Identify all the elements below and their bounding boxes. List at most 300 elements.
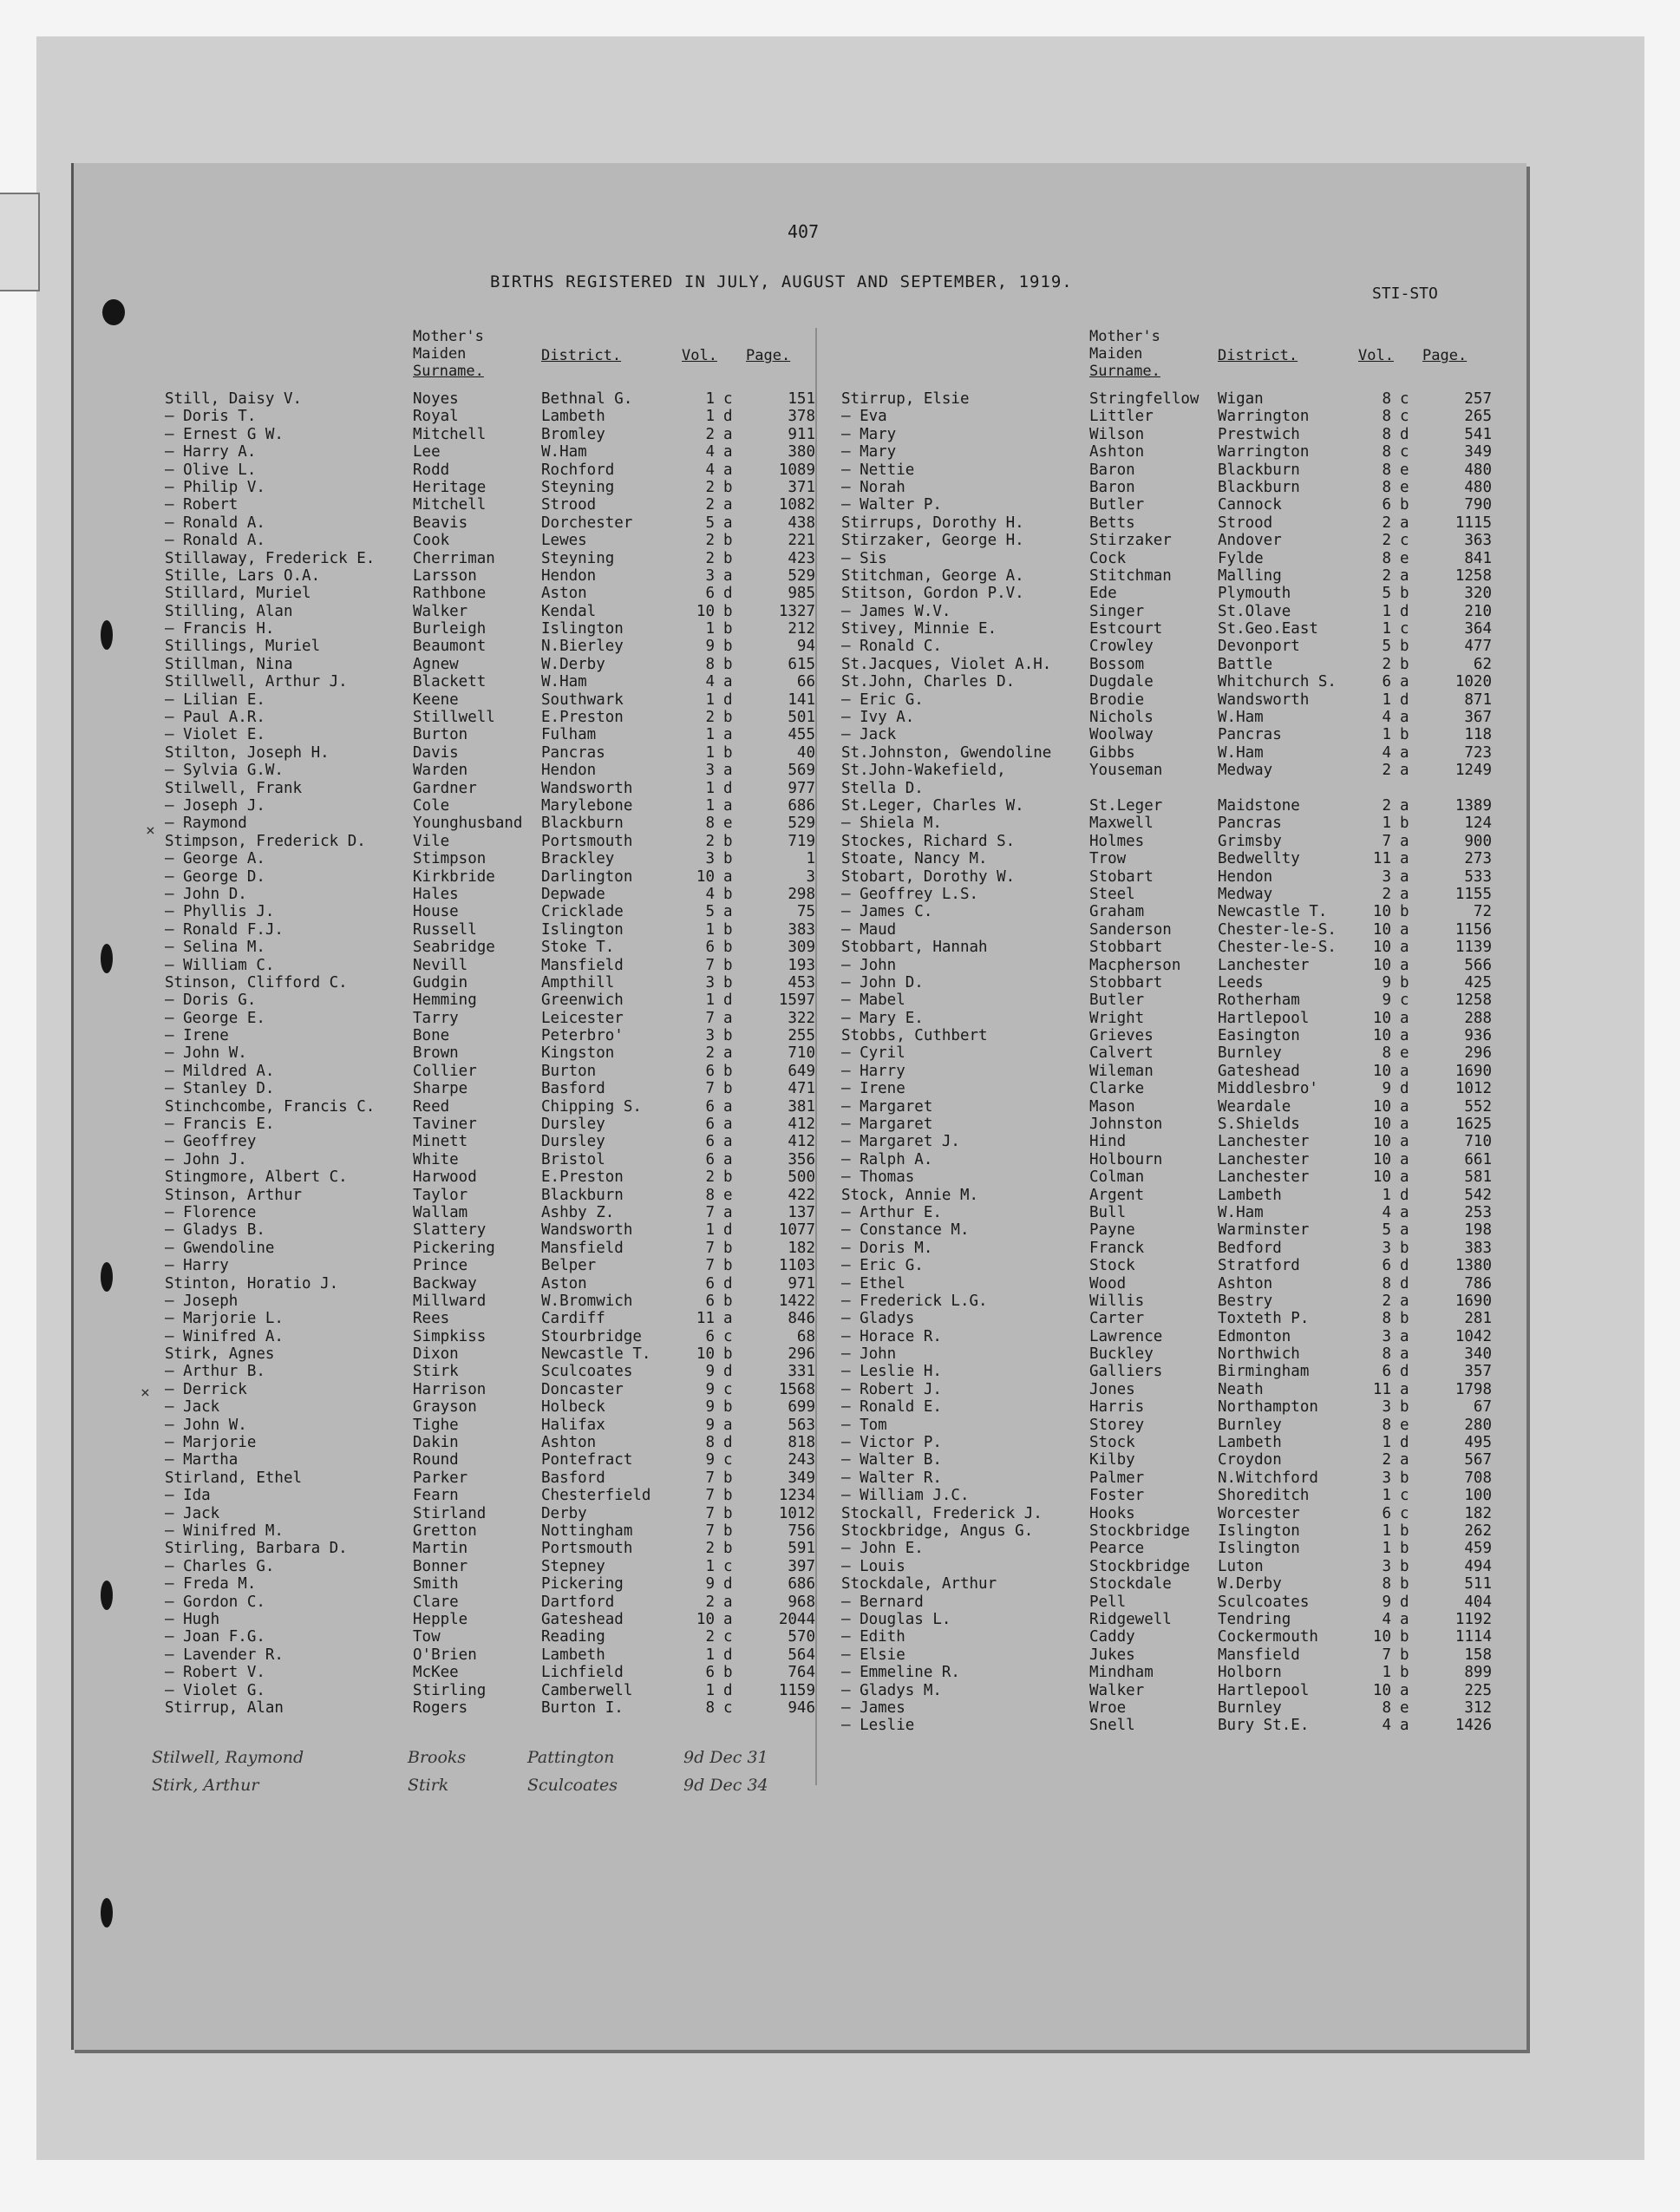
entry-volume: 1 xyxy=(705,408,715,426)
entry-volume-letter: a xyxy=(1400,1150,1409,1168)
entry-page: 312 xyxy=(1464,1698,1492,1717)
entry-volume-letter: b xyxy=(723,1257,733,1275)
entry-mother-surname: Backway xyxy=(413,1274,477,1293)
entry-page: 75 xyxy=(796,903,815,921)
entry-district: Chesterfield xyxy=(541,1487,651,1505)
entry-volume: 2 xyxy=(1382,514,1391,532)
entry-name: Stitson, Gordon P.V. xyxy=(841,585,1024,603)
entry-district: Bedford xyxy=(1218,1239,1282,1257)
entry-volume: 4 xyxy=(705,885,715,903)
entry-volume-letter: c xyxy=(723,1557,733,1575)
entry-volume: 6 xyxy=(1382,673,1391,691)
entry-mother-surname: Hepple xyxy=(413,1610,468,1628)
entry-page: 1258 xyxy=(1454,991,1492,1010)
entry-page: 1422 xyxy=(778,1292,815,1310)
entry-page: 357 xyxy=(1464,1363,1492,1381)
entry-district: Mansfield xyxy=(1218,1646,1300,1664)
entry-mother-surname: Hemming xyxy=(413,991,477,1010)
entry-district: Strood xyxy=(541,496,597,514)
entry-page: 480 xyxy=(1464,461,1492,479)
entry-volume: 10 xyxy=(1372,956,1391,974)
entry-volume-letter: b xyxy=(723,1239,733,1257)
entry-mother-surname: Cock xyxy=(1089,549,1127,567)
entry-district: Stratford xyxy=(1218,1257,1300,1275)
entry-district: Hartlepool xyxy=(1218,1681,1310,1699)
entry-district: Wandsworth xyxy=(541,779,633,797)
handwritten-entry-ref: 9d Dec 31 xyxy=(683,1748,768,1767)
entry-name: — Mary xyxy=(841,443,897,461)
entry-volume: 1 xyxy=(705,1646,715,1664)
entry-district: Warrington xyxy=(1218,443,1310,461)
entry-volume-letter: c xyxy=(1400,620,1409,638)
entry-name: Stirrup, Elsie xyxy=(841,390,970,408)
entry-name: Stillings, Muriel xyxy=(165,638,321,656)
entry-district: Worcester xyxy=(1218,1504,1300,1522)
entry-mother-surname: Cole xyxy=(413,796,450,815)
punch-hole xyxy=(101,1898,113,1927)
entry-mother-surname: Baron xyxy=(1089,461,1135,479)
entry-district: Camberwell xyxy=(541,1681,633,1699)
entry-volume-letter: b xyxy=(1400,1628,1409,1646)
entry-district: Sculcoates xyxy=(541,1363,633,1381)
entry-district: Islington xyxy=(541,920,624,939)
entry-mother-surname: Rodd xyxy=(413,461,450,479)
entry-district: Wandsworth xyxy=(1218,690,1310,709)
entry-mother-surname: Slattery xyxy=(413,1221,487,1240)
entry-page: 477 xyxy=(1464,638,1492,656)
entry-page: 723 xyxy=(1464,743,1492,762)
entry-page: 94 xyxy=(796,638,815,656)
entry-page: 1103 xyxy=(778,1257,815,1275)
entry-district: Islington xyxy=(541,620,624,638)
entry-page: 710 xyxy=(1464,1133,1492,1151)
entry-page: 1389 xyxy=(1454,796,1492,815)
entry-volume: 7 xyxy=(705,956,715,974)
handwritten-entry-mother: Brooks xyxy=(408,1748,467,1767)
entry-name: — Violet E. xyxy=(165,726,265,744)
entry-volume: 10 xyxy=(1372,1133,1391,1151)
entry-page: 118 xyxy=(1464,726,1492,744)
entry-name: — Doris T. xyxy=(165,408,257,426)
entry-page: 946 xyxy=(788,1698,815,1717)
entry-volume-letter: a xyxy=(723,1133,733,1151)
entry-district: Gateshead xyxy=(541,1610,624,1628)
entry-name: — Ernest G W. xyxy=(165,425,284,443)
entry-volume: 10 xyxy=(1372,1150,1391,1168)
entry-volume: 7 xyxy=(705,1469,715,1487)
entry-page: 1690 xyxy=(1454,1062,1492,1080)
entry-name: — Robert V. xyxy=(165,1664,265,1682)
entry-mother-surname: Kirkbride xyxy=(413,867,495,886)
entry-name: Stobart, Dorothy W. xyxy=(841,867,1016,886)
entry-district: Portsmouth xyxy=(541,832,633,850)
entry-volume-letter: a xyxy=(723,1044,733,1063)
entry-page: 591 xyxy=(788,1540,815,1558)
entry-page: 511 xyxy=(1464,1575,1492,1594)
entry-volume: 10 xyxy=(1372,1027,1391,1045)
entry-page: 253 xyxy=(1464,1203,1492,1221)
entry-name: — Mabel xyxy=(841,991,905,1010)
entry-volume-letter: c xyxy=(1400,1504,1409,1522)
handwritten-entry-mother: Stirk xyxy=(408,1776,449,1795)
entry-mother-surname: White xyxy=(413,1150,459,1168)
entry-mother-surname: Walker xyxy=(1089,1681,1145,1699)
entry-mother-surname: Smith xyxy=(413,1575,459,1594)
entry-page: 257 xyxy=(1464,390,1492,408)
entry-volume-letter: d xyxy=(723,1575,733,1594)
entry-mother-surname: Trow xyxy=(1089,850,1127,868)
entry-page: 708 xyxy=(1464,1469,1492,1487)
entry-page: 423 xyxy=(788,549,815,567)
entry-name: — Doris G. xyxy=(165,991,257,1010)
entry-name: Still, Daisy V. xyxy=(165,390,303,408)
entry-mother-surname: Gibbs xyxy=(1089,743,1135,762)
entry-volume: 11 xyxy=(1372,1380,1391,1398)
entry-district: Northwich xyxy=(1218,1345,1300,1364)
entry-district: St.Olave xyxy=(1218,602,1291,620)
entry-page: 764 xyxy=(788,1664,815,1682)
entry-volume-letter: c xyxy=(1400,532,1409,550)
entry-district: Lanchester xyxy=(1218,1133,1310,1151)
entry-volume-letter: a xyxy=(1400,1380,1409,1398)
entry-volume-letter: b xyxy=(723,743,733,762)
entry-mother-surname: Wilson xyxy=(1089,425,1145,443)
entry-district: Strood xyxy=(1218,514,1273,532)
entry-mother-surname: Jukes xyxy=(1089,1646,1135,1664)
entry-mother-surname: Tow xyxy=(413,1628,441,1646)
entry-name: — Ethel xyxy=(841,1274,905,1293)
entry-district: Reading xyxy=(541,1628,605,1646)
entry-district: Burnley xyxy=(1218,1044,1282,1063)
entry-volume-letter: a xyxy=(1400,885,1409,903)
entry-mother-surname: Stirling xyxy=(413,1681,487,1699)
entry-page: 1082 xyxy=(778,496,815,514)
entry-district: Lichfield xyxy=(541,1664,624,1682)
entry-name: — James W.V. xyxy=(841,602,951,620)
entry-volume-letter: b xyxy=(723,1080,733,1098)
entry-mother-surname: Pickering xyxy=(413,1239,495,1257)
entry-name: Stirk, Agnes xyxy=(165,1345,275,1364)
entry-name: — Victor P. xyxy=(841,1434,942,1452)
entry-mother-surname: Stitchman xyxy=(1089,566,1172,585)
entry-mother-surname: Butler xyxy=(1089,991,1145,1010)
entry-name: — Winifred M. xyxy=(165,1522,284,1540)
entry-volume: 9 xyxy=(1382,973,1391,991)
entry-name: — Francis E. xyxy=(165,1116,275,1134)
entry-page: 1114 xyxy=(1454,1628,1492,1646)
entry-district: Blackburn xyxy=(541,1186,624,1204)
entry-name: — Harry xyxy=(165,1257,229,1275)
entry-page: 1625 xyxy=(1454,1116,1492,1134)
entry-volume: 4 xyxy=(705,673,715,691)
entry-volume-letter: b xyxy=(1400,496,1409,514)
entry-district: Easington xyxy=(1218,1027,1300,1045)
entry-page: 786 xyxy=(1464,1274,1492,1293)
entry-volume-letter: b xyxy=(1400,1522,1409,1540)
entry-page: 378 xyxy=(788,408,815,426)
scan-edge-tab xyxy=(0,193,40,291)
entry-volume-letter: a xyxy=(723,726,733,744)
entry-district: Medway xyxy=(1218,762,1273,780)
page-header: Page. xyxy=(746,347,791,364)
entry-district: W.Bromwich xyxy=(541,1292,633,1310)
entry-district: W.Ham xyxy=(1218,743,1264,762)
entry-volume-letter: a xyxy=(723,1116,733,1134)
entry-name: — Ronald E. xyxy=(841,1398,942,1417)
entry-page: 288 xyxy=(1464,1009,1492,1027)
entry-mother-surname: Bossom xyxy=(1089,655,1145,673)
entry-name: Stirrup, Alan xyxy=(165,1698,284,1717)
entry-name: — John D. xyxy=(165,885,247,903)
entry-district: Whitchurch S. xyxy=(1218,673,1337,691)
entry-district: Cannock xyxy=(1218,496,1282,514)
entry-page: 846 xyxy=(788,1310,815,1328)
entry-page: 124 xyxy=(1464,815,1492,833)
entry-volume-letter: d xyxy=(723,1646,733,1664)
entry-mother-surname: Stringfellow xyxy=(1089,390,1200,408)
entry-district: Burnley xyxy=(1218,1416,1282,1434)
entry-district: Holborn xyxy=(1218,1664,1282,1682)
entry-volume: 7 xyxy=(705,1504,715,1522)
entry-mother-surname: Rathbone xyxy=(413,585,487,603)
entry-district: Ashby Z. xyxy=(541,1203,615,1221)
entry-volume: 1 xyxy=(705,1221,715,1240)
entry-page: 569 xyxy=(788,762,815,780)
entry-volume-letter: b xyxy=(723,1398,733,1417)
entry-district: Pontefract xyxy=(541,1451,633,1469)
entry-mother-surname: Lee xyxy=(413,443,441,461)
entry-district: Warrington xyxy=(1218,408,1310,426)
entry-volume-letter: b xyxy=(723,956,733,974)
entry-mother-surname: Kilby xyxy=(1089,1451,1135,1469)
entry-district: Wigan xyxy=(1218,390,1264,408)
entry-page: 581 xyxy=(1464,1168,1492,1187)
entry-mother-surname: Galliers xyxy=(1089,1363,1163,1381)
entry-name: — Marjorie xyxy=(165,1434,257,1452)
entry-volume: 4 xyxy=(1382,1610,1391,1628)
vol-header: Vol. xyxy=(1358,347,1394,364)
entry-volume: 4 xyxy=(1382,743,1391,762)
entry-district: Kingston xyxy=(541,1044,615,1063)
entry-volume: 1 xyxy=(1382,620,1391,638)
entry-name: — Douglas L. xyxy=(841,1610,951,1628)
entry-name: — Louis xyxy=(841,1557,905,1575)
entry-mother-surname: Johnston xyxy=(1089,1116,1163,1134)
entry-volume-letter: c xyxy=(723,390,733,408)
entry-page: 425 xyxy=(1464,973,1492,991)
entry-mother-surname: Ashton xyxy=(1089,443,1145,461)
entry-mother-surname: Jones xyxy=(1089,1380,1135,1398)
entry-name: — George D. xyxy=(165,867,265,886)
entry-page: 363 xyxy=(1464,532,1492,550)
entry-page: 182 xyxy=(1464,1504,1492,1522)
entry-mother-surname: Keene xyxy=(413,690,459,709)
entry-volume: 2 xyxy=(1382,655,1391,673)
entry-mother-surname: Mitchell xyxy=(413,496,487,514)
entry-volume-letter: b xyxy=(1400,973,1409,991)
entry-name: — Edith xyxy=(841,1628,905,1646)
entry-name: — John xyxy=(841,1345,897,1364)
entry-mother-surname: Mindham xyxy=(1089,1664,1154,1682)
mother-header-line1: Mother's xyxy=(413,328,484,345)
entry-name: — George E. xyxy=(165,1009,265,1027)
entry-volume-letter: d xyxy=(723,408,733,426)
entry-page: 100 xyxy=(1464,1487,1492,1505)
page-title: BIRTHS REGISTERED IN JULY, AUGUST AND SEPTEMBER, 1919. xyxy=(490,272,1073,291)
entry-district: Fylde xyxy=(1218,549,1264,567)
entry-volume-letter: a xyxy=(1400,1027,1409,1045)
entry-page: 1020 xyxy=(1454,673,1492,691)
entry-mother-surname: House xyxy=(413,903,459,921)
entry-volume: 2 xyxy=(705,1540,715,1558)
entry-page: 936 xyxy=(1464,1027,1492,1045)
entry-district: Marylebone xyxy=(541,796,633,815)
entry-mother-surname: Carter xyxy=(1089,1310,1145,1328)
entry-district: Bethnal G. xyxy=(541,390,633,408)
entry-volume: 4 xyxy=(705,443,715,461)
entry-volume-letter: d xyxy=(723,585,733,603)
entry-mother-surname: Brown xyxy=(413,1044,459,1063)
entry-volume-letter: d xyxy=(1400,1274,1409,1293)
entry-district: Devonport xyxy=(1218,638,1300,656)
entry-mother-surname: Rogers xyxy=(413,1698,468,1717)
entry-district: Kendal xyxy=(541,602,597,620)
entry-volume-letter: a xyxy=(723,461,733,479)
entry-volume: 2 xyxy=(1382,566,1391,585)
entry-volume-letter: a xyxy=(723,1150,733,1168)
entry-mother-surname: Stockbridge xyxy=(1089,1557,1190,1575)
entry-district: Cricklade xyxy=(541,903,624,921)
entry-volume-letter: d xyxy=(1400,1434,1409,1452)
entry-volume: 2 xyxy=(1382,762,1391,780)
entry-district: W.Ham xyxy=(1218,709,1264,727)
margin-tick-mark: × xyxy=(146,821,155,840)
entry-volume-letter: a xyxy=(723,1310,733,1328)
entry-district: Plymouth xyxy=(1218,585,1291,603)
entry-name: Stilwell, Frank xyxy=(165,779,303,797)
entry-volume-letter: a xyxy=(723,796,733,815)
entry-volume-letter: d xyxy=(1400,1363,1409,1381)
entry-name: — Joseph J. xyxy=(165,796,265,815)
entry-page: 383 xyxy=(1464,1239,1492,1257)
entry-volume-letter: d xyxy=(1400,425,1409,443)
entry-volume: 3 xyxy=(705,762,715,780)
entry-volume: 7 xyxy=(1382,832,1391,850)
entry-volume: 2 xyxy=(1382,796,1391,815)
entry-volume: 6 xyxy=(705,939,715,957)
entry-district: Depwade xyxy=(541,885,605,903)
entry-mother-surname: Butler xyxy=(1089,496,1145,514)
entry-volume: 2 xyxy=(705,549,715,567)
entry-volume: 5 xyxy=(1382,1221,1391,1240)
entry-volume-letter: b xyxy=(1400,1398,1409,1417)
entry-page: 2044 xyxy=(778,1610,815,1628)
entry-page: 1249 xyxy=(1454,762,1492,780)
entry-name: — Maud xyxy=(841,920,897,939)
entry-district: Halifax xyxy=(541,1416,605,1434)
entry-volume: 8 xyxy=(1382,1698,1391,1717)
entry-page: 533 xyxy=(1464,867,1492,886)
entry-mother-surname: Dugdale xyxy=(1089,673,1154,691)
entry-volume: 1 xyxy=(1382,726,1391,744)
entry-volume: 7 xyxy=(1382,1646,1391,1664)
entry-name: Stinson, Arthur xyxy=(165,1186,303,1204)
punch-hole xyxy=(101,1262,113,1292)
entry-name: — Irene xyxy=(841,1080,905,1098)
entry-name: — Tom xyxy=(841,1416,887,1434)
entry-name: — Leslie xyxy=(841,1717,915,1735)
entry-name: — Gladys xyxy=(841,1310,915,1328)
entry-volume: 9 xyxy=(1382,991,1391,1010)
entry-district: Peterbro' xyxy=(541,1027,624,1045)
entry-name: — John E. xyxy=(841,1540,924,1558)
entry-volume-letter: b xyxy=(1400,1469,1409,1487)
entry-volume: 6 xyxy=(1382,1504,1391,1522)
entry-mother-surname: Stimpson xyxy=(413,850,487,868)
entry-name: — Joan F.G. xyxy=(165,1628,265,1646)
entry-page: 1089 xyxy=(778,461,815,479)
entry-page: 968 xyxy=(788,1593,815,1611)
entry-district: Nottingham xyxy=(541,1522,633,1540)
entry-volume-letter: a xyxy=(1400,1062,1409,1080)
entry-district: Gateshead xyxy=(1218,1062,1300,1080)
entry-district: Lanchester xyxy=(1218,1150,1310,1168)
entry-district: Rotherham xyxy=(1218,991,1300,1010)
entry-volume: 9 xyxy=(705,1416,715,1434)
entry-volume: 4 xyxy=(1382,709,1391,727)
entry-volume-letter: b xyxy=(723,1292,733,1310)
entry-district: Lanchester xyxy=(1218,956,1310,974)
entry-page: 453 xyxy=(788,973,815,991)
entry-volume: 10 xyxy=(1372,1009,1391,1027)
entry-volume: 3 xyxy=(1382,1398,1391,1417)
entry-district: Greenwich xyxy=(541,991,624,1010)
entry-name: — Hugh xyxy=(165,1610,220,1628)
entry-volume: 9 xyxy=(705,638,715,656)
entry-volume: 10 xyxy=(1372,939,1391,957)
entry-mother-surname: Bull xyxy=(1089,1203,1127,1221)
entry-district: Lambeth xyxy=(1218,1186,1282,1204)
entry-district: Hendon xyxy=(541,566,597,585)
entry-district: Toxteth P. xyxy=(1218,1310,1310,1328)
entry-page: 756 xyxy=(788,1522,815,1540)
entry-volume: 1 xyxy=(705,779,715,797)
entry-volume: 1 xyxy=(705,1557,715,1575)
entry-mother-surname: Colman xyxy=(1089,1168,1145,1187)
entry-volume: 6 xyxy=(705,1062,715,1080)
entry-mother-surname: Wright xyxy=(1089,1009,1145,1027)
entry-volume-letter: b xyxy=(723,1027,733,1045)
entry-volume-letter: b xyxy=(723,920,733,939)
entry-mother-surname: Foster xyxy=(1089,1487,1145,1505)
entry-volume-letter: a xyxy=(1400,1116,1409,1134)
entry-name: — Emmeline R. xyxy=(841,1664,960,1682)
entry-name: — Marjorie L. xyxy=(165,1310,284,1328)
entry-mother-surname: Blackett xyxy=(413,673,487,691)
entry-page: 1380 xyxy=(1454,1257,1492,1275)
entry-name: — Margaret J. xyxy=(841,1133,960,1151)
entry-volume-letter: c xyxy=(723,1380,733,1398)
entry-volume: 9 xyxy=(705,1363,715,1381)
entry-volume-letter: e xyxy=(1400,549,1409,567)
entry-district: W.Derby xyxy=(1218,1575,1282,1594)
handwritten-entry-name: Stilwell, Raymond xyxy=(152,1748,304,1767)
entry-volume-letter: a xyxy=(1400,920,1409,939)
entry-volume: 9 xyxy=(1382,1593,1391,1611)
entry-mother-surname: Holbourn xyxy=(1089,1150,1163,1168)
entry-page: 72 xyxy=(1473,903,1492,921)
entry-volume-letter: c xyxy=(1400,991,1409,1010)
